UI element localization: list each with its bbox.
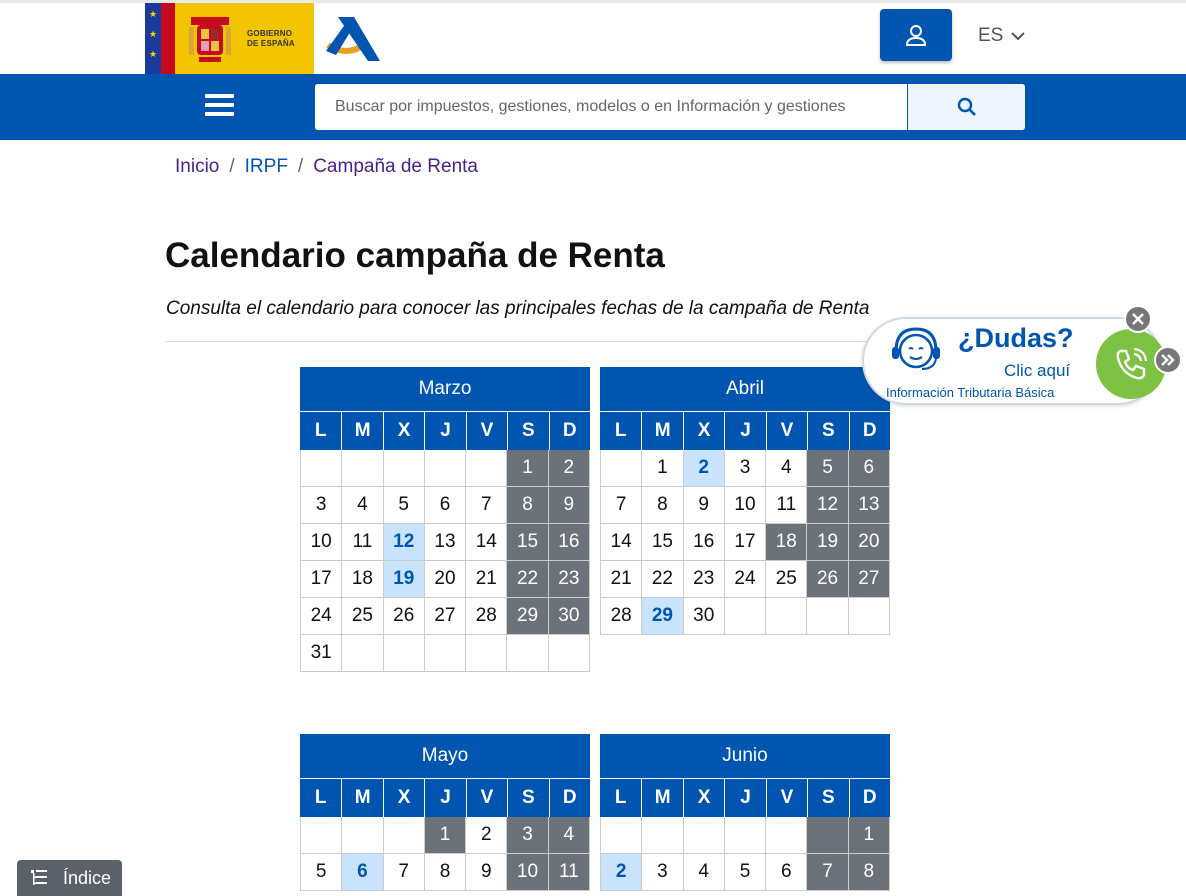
calendar-day: 25	[766, 561, 807, 598]
calendar-day-holiday: 12	[807, 487, 848, 524]
calendar-day: 4	[766, 450, 807, 487]
calendar-day-holiday: 6	[849, 450, 890, 487]
calendar-month-title: Abril	[600, 367, 890, 411]
calendar-empty-cell	[849, 598, 890, 635]
calendar-day-holiday: 16	[549, 524, 590, 561]
weekday-label: V	[466, 412, 507, 450]
phone-icon	[1112, 345, 1150, 383]
dudas-widget[interactable]	[862, 317, 1162, 405]
weekday-label: S	[507, 779, 548, 817]
calendar-day: 9	[466, 854, 507, 891]
calendar-weekday-header	[300, 411, 590, 450]
calendar-day-holiday: 1	[849, 817, 890, 854]
calendar-empty-cell	[301, 817, 342, 854]
calendar-day-holiday: 20	[849, 524, 890, 561]
double-chevron-right-icon	[1160, 353, 1176, 367]
calendar-days-grid	[600, 450, 890, 635]
calendar-day-holiday: 7	[807, 854, 848, 891]
calendar-day: 8	[425, 854, 466, 891]
calendar-day-holiday: 30	[549, 598, 590, 635]
calendar-empty-cell	[425, 450, 466, 487]
calendar-day-highlighted: 2	[684, 450, 725, 487]
calendar-day: 22	[642, 561, 683, 598]
calendar-empty-cell	[342, 817, 383, 854]
navbar	[0, 74, 1186, 140]
calendar-day-holiday: 3	[507, 817, 548, 854]
calendar-abril	[600, 367, 890, 635]
calendar-empty-cell	[549, 635, 590, 672]
calendar-empty-cell	[425, 635, 466, 672]
weekday-label: L	[314, 787, 327, 808]
calendar-day: 21	[601, 561, 642, 598]
calendar-day: 7	[601, 487, 642, 524]
weekday-label: X	[383, 779, 424, 817]
calendar-marzo	[300, 367, 590, 672]
calendar-day-holiday: 9	[549, 487, 590, 524]
calendar-empty-cell	[766, 817, 807, 854]
weekday-label: S	[507, 412, 548, 450]
gobierno-logo-text: GOBIERNO DE ESPAÑA	[247, 28, 295, 48]
calendar-day-holiday: 8	[507, 487, 548, 524]
calendar-day: 6	[766, 854, 807, 891]
calendar-day: 3	[725, 450, 766, 487]
calendar-day-holiday: 11	[549, 854, 590, 891]
weekday-label: D	[849, 412, 890, 450]
calendar-day: 5	[725, 854, 766, 891]
breadcrumb	[175, 156, 478, 178]
indice-label: Índice	[63, 867, 112, 888]
calendar-day-holiday: 5	[807, 450, 848, 487]
calendar-empty-cell	[601, 450, 642, 487]
calendar-mayo	[300, 734, 590, 891]
calendar-day-holiday: 15	[507, 524, 548, 561]
search-input[interactable]	[315, 84, 907, 130]
dudas-cta[interactable]: Clic aquí	[1004, 361, 1071, 380]
calendar-day-highlighted: 29	[642, 598, 683, 635]
indice-button[interactable]	[17, 860, 122, 896]
calendar-empty-cell	[507, 635, 548, 672]
calendar-empty-cell	[466, 635, 507, 672]
calendar-day-highlighted: 12	[384, 524, 425, 561]
calendar-day-holiday: 1	[425, 817, 466, 854]
calendar-day-holiday: 23	[549, 561, 590, 598]
eu-flag-icon: ★ ★ ★	[145, 3, 161, 74]
weekday-label: V	[766, 779, 807, 817]
calendar-junio	[600, 734, 890, 891]
weekday-label: V	[766, 412, 807, 450]
calendar-day: 27	[425, 598, 466, 635]
calendar-days-grid	[600, 817, 890, 891]
breadcrumb-inicio[interactable]: Inicio	[175, 156, 220, 177]
weekday-label: M	[341, 779, 382, 817]
calendar-day: 24	[725, 561, 766, 598]
calendar-day: 17	[301, 561, 342, 598]
calendar-day: 10	[301, 524, 342, 561]
calendar-month-title: Mayo	[300, 734, 590, 778]
calendar-day: 16	[684, 524, 725, 561]
calendar-empty-cell	[807, 817, 848, 854]
calendar-day-holiday: 2	[549, 450, 590, 487]
calendar-day: 31	[301, 635, 342, 672]
user-icon	[905, 24, 927, 46]
calendar-day-highlighted: 2	[601, 854, 642, 891]
calendar-month-title: Junio	[600, 734, 890, 778]
calendar-day: 8	[642, 487, 683, 524]
weekday-label: M	[341, 412, 382, 450]
calendar-day: 18	[342, 561, 383, 598]
close-icon	[1131, 312, 1145, 326]
breadcrumb-separator: /	[297, 156, 304, 177]
calendar-day-highlighted: 6	[342, 854, 383, 891]
breadcrumb-separator: /	[229, 156, 235, 177]
calendar-day-holiday: 22	[507, 561, 548, 598]
calendar-day: 1	[642, 450, 683, 487]
calendar-day: 15	[642, 524, 683, 561]
calendar-day: 26	[384, 598, 425, 635]
calendar-empty-cell	[342, 635, 383, 672]
coat-of-arms-icon	[187, 13, 233, 65]
calendar-empty-cell	[807, 598, 848, 635]
weekday-label: L	[614, 420, 627, 441]
calendar-empty-cell	[725, 598, 766, 635]
weekday-label: M	[641, 412, 682, 450]
agencia-tributaria-logo[interactable]	[324, 11, 384, 63]
dudas-close-button[interactable]	[1124, 305, 1152, 333]
calendar-day: 20	[425, 561, 466, 598]
gobierno-logo[interactable]	[145, 3, 314, 74]
calendar-day: 21	[466, 561, 507, 598]
dudas-info-text: Información Tributaria Básica	[886, 385, 1055, 400]
search-icon	[957, 97, 977, 117]
breadcrumb-campana-renta[interactable]: Campaña de Renta	[313, 156, 478, 177]
calendar-day: 11	[766, 487, 807, 524]
calendar-empty-cell	[466, 450, 507, 487]
calendar-day: 23	[684, 561, 725, 598]
calendar-day: 5	[301, 854, 342, 891]
weekday-label: M	[641, 779, 682, 817]
search-box	[315, 84, 1025, 130]
weekday-label: J	[424, 412, 465, 450]
calendar-day: 28	[466, 598, 507, 635]
calendar-day: 2	[466, 817, 507, 854]
calendar-weekday-header	[300, 778, 590, 817]
calendar-day-holiday: 13	[849, 487, 890, 524]
calendar-month-title: Marzo	[300, 367, 590, 411]
calendar-day-holiday: 4	[549, 817, 590, 854]
weekday-label: J	[724, 779, 765, 817]
calendar-day-holiday: 26	[807, 561, 848, 598]
calendar-weekday-header	[600, 778, 890, 817]
calendar-days-grid	[300, 450, 590, 672]
calendar-empty-cell	[342, 450, 383, 487]
divider	[165, 341, 885, 342]
calendar-day-holiday: 29	[507, 598, 548, 635]
calendar-empty-cell	[766, 598, 807, 635]
support-agent-icon	[886, 325, 946, 379]
calendar-empty-cell	[725, 817, 766, 854]
calendar-day-holiday: 27	[849, 561, 890, 598]
calendar-day: 10	[725, 487, 766, 524]
calendar-day-holiday: 18	[766, 524, 807, 561]
weekday-label: D	[549, 412, 590, 450]
breadcrumb-irpf[interactable]: IRPF	[244, 156, 288, 177]
calendar-day: 6	[425, 487, 466, 524]
calendar-empty-cell	[384, 817, 425, 854]
search-button[interactable]	[907, 84, 1025, 130]
list-tree-icon	[29, 868, 49, 888]
calendar-empty-cell	[684, 817, 725, 854]
page-title: Calendario campaña de Renta	[165, 236, 665, 275]
calendar-empty-cell	[384, 635, 425, 672]
calendar-day: 24	[301, 598, 342, 635]
weekday-label: D	[849, 779, 890, 817]
calendar-day-holiday: 19	[807, 524, 848, 561]
calendar-day: 3	[301, 487, 342, 524]
weekday-label: J	[424, 779, 465, 817]
weekday-label: V	[466, 779, 507, 817]
weekday-label: X	[683, 412, 724, 450]
calendar-day: 3	[642, 854, 683, 891]
calendar-day-holiday: 8	[849, 854, 890, 891]
weekday-label: L	[614, 787, 627, 808]
calendar-day: 25	[342, 598, 383, 635]
calendar-day: 7	[466, 487, 507, 524]
calendar-day: 7	[384, 854, 425, 891]
chevron-down-icon	[1011, 32, 1025, 41]
spain-flag-stripe	[161, 3, 175, 74]
page-subtitle: Consulta el calendario para conocer las principales fechas de la campaña de Renta	[166, 298, 870, 319]
user-account-button[interactable]	[880, 9, 952, 61]
dudas-expand-button[interactable]	[1154, 346, 1182, 374]
calendar-days-grid	[300, 817, 590, 891]
calendar-day: 14	[601, 524, 642, 561]
calendar-empty-cell	[642, 817, 683, 854]
header	[0, 3, 1186, 74]
calendar-day: 4	[684, 854, 725, 891]
weekday-label: X	[683, 779, 724, 817]
calendar-day: 14	[466, 524, 507, 561]
calendar-day-holiday: 10	[507, 854, 548, 891]
calendar-day: 13	[425, 524, 466, 561]
calendar-weekday-header	[600, 411, 890, 450]
menu-icon[interactable]	[205, 94, 235, 120]
calendar-day: 9	[684, 487, 725, 524]
calendar-day: 4	[342, 487, 383, 524]
calendar-empty-cell	[601, 817, 642, 854]
calendar-day: 5	[384, 487, 425, 524]
weekday-label: D	[549, 779, 590, 817]
calendar-empty-cell	[301, 450, 342, 487]
calendar-day: 28	[601, 598, 642, 635]
weekday-label: S	[807, 779, 848, 817]
weekday-label: X	[383, 412, 424, 450]
language-selector[interactable]	[978, 25, 1025, 47]
calendar-day: 11	[342, 524, 383, 561]
calendar-day-highlighted: 19	[384, 561, 425, 598]
weekday-label: L	[314, 420, 327, 441]
weekday-label: S	[807, 412, 848, 450]
weekday-label: J	[724, 412, 765, 450]
language-label: ES	[978, 25, 1004, 46]
calendar-day-holiday: 1	[507, 450, 548, 487]
calendar-day: 17	[725, 524, 766, 561]
calendar-day: 30	[684, 598, 725, 635]
calendar-empty-cell	[384, 450, 425, 487]
dudas-question: ¿Dudas?	[958, 323, 1074, 353]
